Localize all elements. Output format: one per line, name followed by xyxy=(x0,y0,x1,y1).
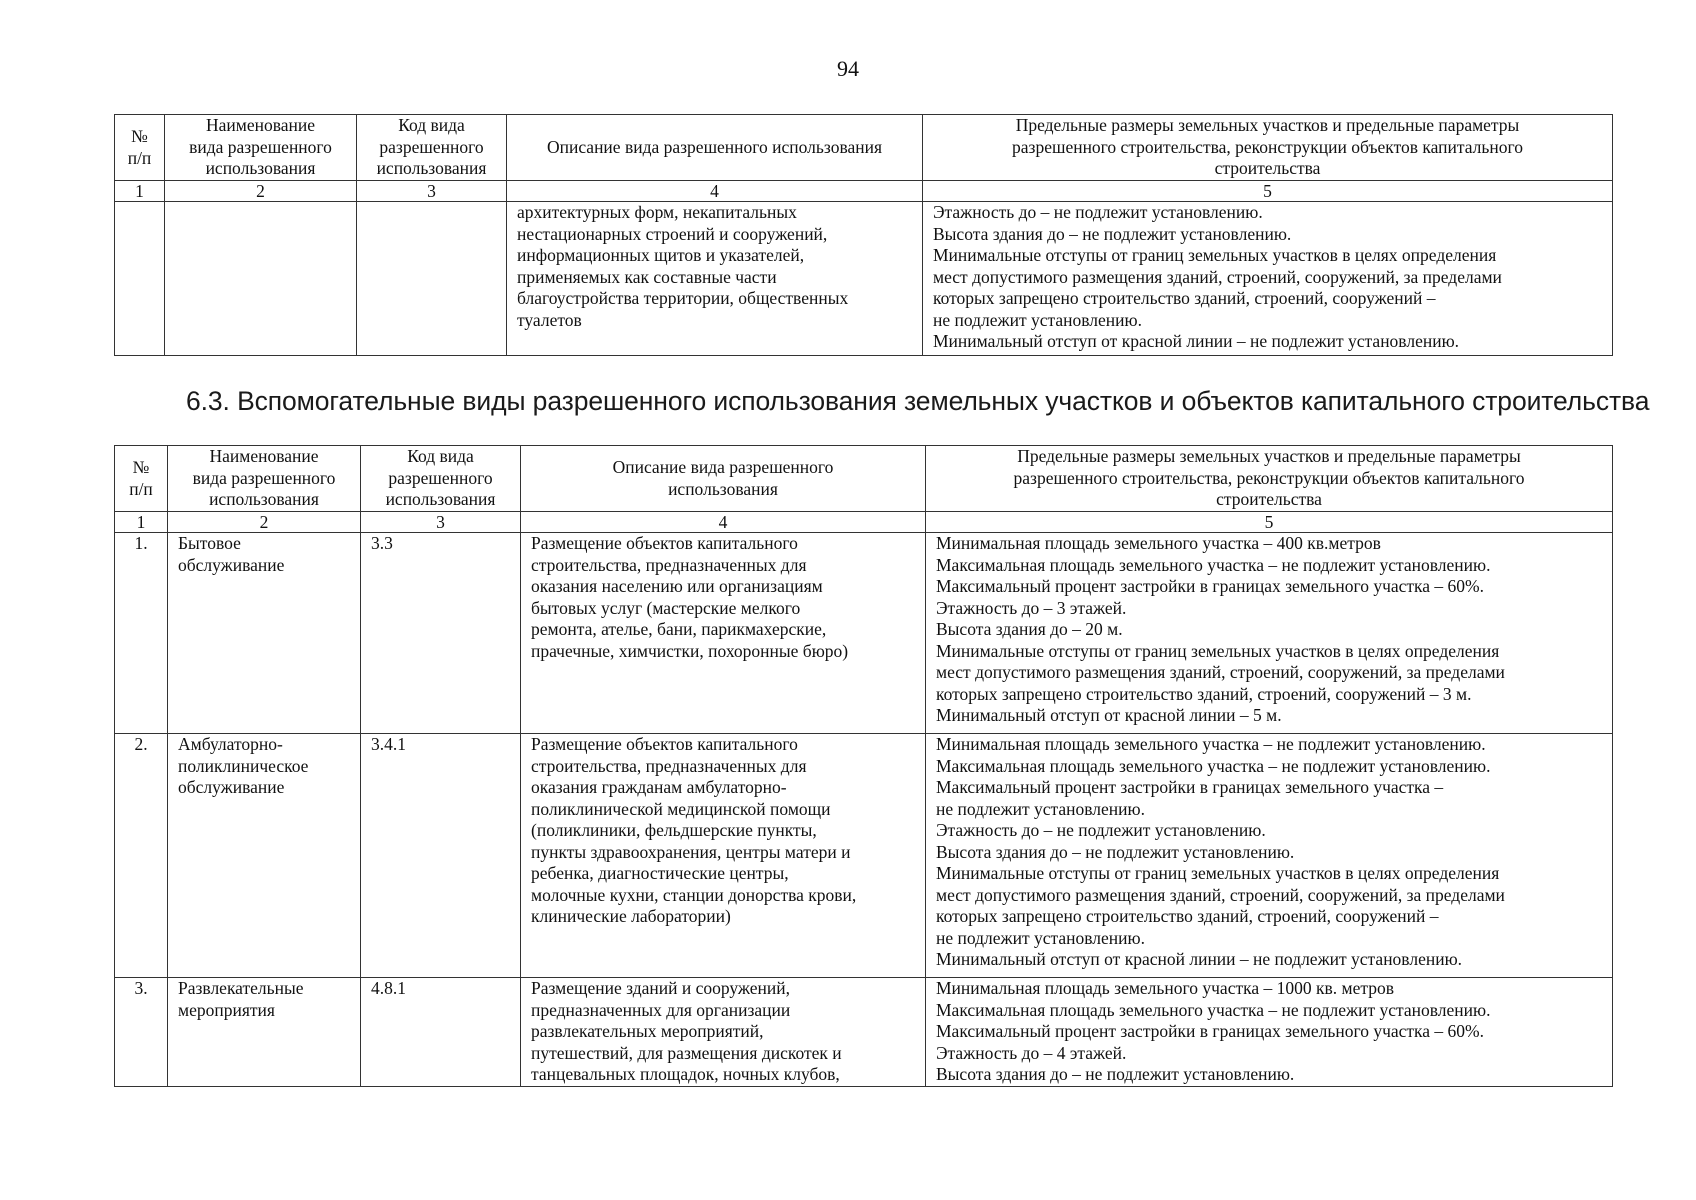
row-use-name xyxy=(165,202,357,356)
column-number: 1 xyxy=(115,512,168,533)
header-parameters: Предельные размеры земельных участков и предельные параметры разрешенного строительства, реконструкции объектов капитального строительства xyxy=(923,115,1613,181)
header-use-description: Описание вида разрешенного использования xyxy=(507,115,923,181)
column-number: 2 xyxy=(168,512,361,533)
column-number: 3 xyxy=(357,181,507,202)
row-use-description: Размещение зданий и сооружений, предназначенных для организации развлекательных мероприятий, путешествий, для размещения дискотек и танцевальных площадок, ночных клубов, xyxy=(521,978,926,1087)
header-parameters: Предельные размеры земельных участков и предельные параметры разрешенного строительства, реконструкции объектов капитального строительства xyxy=(926,446,1613,512)
section-heading: 6.3. Вспомогательные виды разрешенного использования земельных участков и объектов капитального строительства xyxy=(186,386,1650,416)
header-number: № п/п xyxy=(115,446,168,512)
row-parameters: Этажность до – не подлежит установлению. Высота здания до – не подлежит установлению. Минимальные отступы от границ земельных участков в целях определения мест допустимого размещения зданий, строений, сооружений, за пределами которых запрещено строительство зданий, строений, сооружений – не подлежит установлению. Минимальный отступ от красной линии – не подлежит установлению. xyxy=(923,202,1613,356)
header-use-name: Наименование вида разрешенного использования xyxy=(165,115,357,181)
table-row xyxy=(115,978,1613,1087)
row-number: 3. xyxy=(115,978,168,1087)
row-parameters: Минимальная площадь земельного участка – 400 кв.метров Максимальная площадь земельного участка – не подлежит установлению. Максимальный процент застройки в границах земельного участка – 60%. Этажность до – 3 этажей. Высота здания до – 20 м. Минимальные отступы от границ земельных участков в целях определения мест допустимого размещения зданий, строений, сооружений, за пределами которых запрещено строительство зданий, строений, сооружений – 3 м. Минимальный отступ от красной линии – 5 м. xyxy=(926,533,1613,734)
header-use-name: Наименование вида разрешенного использования xyxy=(168,446,361,512)
header-use-code: Код вида разрешенного использования xyxy=(361,446,521,512)
land-use-table-continued xyxy=(114,114,1613,356)
column-number: 5 xyxy=(923,181,1613,202)
header-use-code: Код вида разрешенного использования xyxy=(357,115,507,181)
column-number-row xyxy=(115,181,1613,202)
row-use-code: 3.3 xyxy=(361,533,521,734)
table-row xyxy=(115,533,1613,734)
table-row xyxy=(115,202,1613,356)
page-number: 94 xyxy=(837,56,859,81)
row-number: 2. xyxy=(115,734,168,978)
table-row xyxy=(115,734,1613,978)
row-number xyxy=(115,202,165,356)
row-use-name: Развлекательные мероприятия xyxy=(168,978,361,1087)
column-number: 2 xyxy=(165,181,357,202)
header-number: № п/п xyxy=(115,115,165,181)
table-header-row xyxy=(115,446,1613,512)
row-use-code: 3.4.1 xyxy=(361,734,521,978)
column-number: 5 xyxy=(926,512,1613,533)
column-number: 4 xyxy=(507,181,923,202)
row-use-description: архитектурных форм, некапитальных нестационарных строений и сооружений, информационных щитов и указателей, применяемых как составные части благоустройства территории, общественных туалетов xyxy=(507,202,923,356)
auxiliary-land-use-table xyxy=(114,445,1613,1087)
row-parameters: Минимальная площадь земельного участка – не подлежит установлению. Максимальная площадь земельного участка – не подлежит установлению. Максимальный процент застройки в границах земельного участка – не подлежит установлению. Этажность до – не подлежит установлению. Высота здания до – не подлежит установлению. Минимальные отступы от границ земельных участков в целях определения мест допустимого размещения зданий, строений, сооружений, за пределами которых запрещено строительство зданий, строений, сооружений – не подлежит установлению. Минимальный отступ от красной линии – не подлежит установлению. xyxy=(926,734,1613,978)
row-number: 1. xyxy=(115,533,168,734)
row-use-name: Бытовое обслуживание xyxy=(168,533,361,734)
column-number: 3 xyxy=(361,512,521,533)
row-use-name: Амбулаторно- поликлиническое обслуживание xyxy=(168,734,361,978)
table-header-row xyxy=(115,115,1613,181)
row-use-code xyxy=(357,202,507,356)
row-parameters: Минимальная площадь земельного участка – 1000 кв. метров Максимальная площадь земельного участка – не подлежит установлению. Максимальный процент застройки в границах земельного участка – 60%. Этажность до – 4 этажей. Высота здания до – не подлежит установлению. xyxy=(926,978,1613,1087)
row-use-description: Размещение объектов капитального строительства, предназначенных для оказания населению или организациям бытовых услуг (мастерские мелкого ремонта, ателье, бани, парикмахерские, прачечные, химчистки, похоронные бюро) xyxy=(521,533,926,734)
column-number: 4 xyxy=(521,512,926,533)
row-use-code: 4.8.1 xyxy=(361,978,521,1087)
column-number-row xyxy=(115,512,1613,533)
column-number: 1 xyxy=(115,181,165,202)
row-use-description: Размещение объектов капитального строительства, предназначенных для оказания гражданам амбулаторно- поликлинической медицинской помощи (поликлиники, фельдшерские пункты, пункты здравоохранения, центры матери и ребенка, диагностические центры, молочные кухни, станции донорства крови, клинические лаборатории) xyxy=(521,734,926,978)
header-use-description: Описание вида разрешенного использования xyxy=(521,446,926,512)
